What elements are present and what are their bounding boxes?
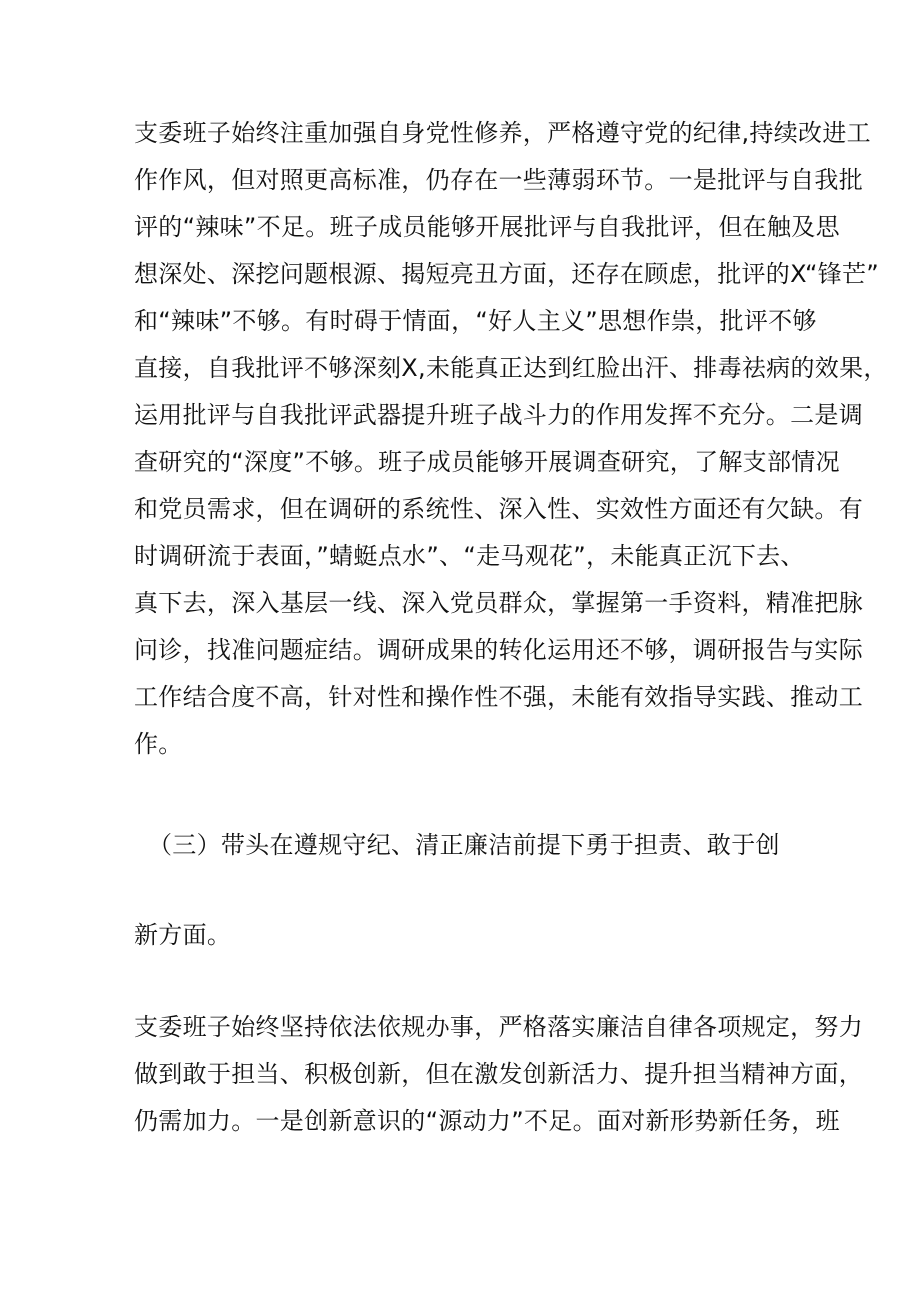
paragraph-line: 真下去，深入基层一线、深入党员群众，掌握第一手资料，精准把脉 (134, 589, 863, 617)
section-heading-line: 新方面。 (134, 921, 232, 949)
paragraph-line: 评的“辣味”不足。班子成员能够开展批评与自我批评，但在触及思 (134, 213, 840, 241)
paragraph-line: 和党员需求，但在调研的系统性、深入性、实效性方面还有欠缺。有 (134, 495, 863, 523)
paragraph-line: 作。 (134, 730, 183, 758)
paragraph-line: 作作风，但对照更高标准，仍存在一些薄弱环节。一是批评与自我批 (134, 166, 863, 194)
paragraph-line: 运用批评与自我批评武器提升班子战斗力的作用发挥不充分。二是调 (134, 401, 863, 429)
paragraph-line: 仍需加力。一是创新意识的“源动力”不足。面对新形势新任务，班 (134, 1107, 840, 1135)
paragraph-line: 支委班子始终坚持依法依规办事，严格落实廉洁自律各项规定，努力 (134, 1013, 863, 1041)
paragraph-line: 和“辣味”不够。有时碍于情面，“好人主义”思想作祟，批评不够 (134, 307, 817, 335)
paragraph-line: 想深处、深挖问题根源、揭短亮丑方面，还存在顾虑，批评的X“锋芒” (134, 260, 880, 288)
paragraph-line: 时调研流于表面，”蜻蜓点水”、“走马观花”，未能真正沉下去、 (134, 542, 805, 570)
paragraph-line: 支委班子始终注重加强自身党性修养，严格遵守党的纪律,持续改进工 (134, 119, 871, 147)
paragraph-line: 查研究的“深度”不够。班子成员能够开展调查研究，了解支部情况 (134, 448, 840, 476)
paragraph-line: 问诊，找准问题症结。调研成果的转化运用还不够，调研报告与实际 (134, 636, 863, 664)
section-heading-line: （三）带头在遵规守纪、清正廉洁前提下勇于担责、敢于创 (148, 831, 780, 859)
paragraph-line: 直接，自我批评不够深刻X,未能真正达到红脸出汗、排毒祛病的效果， (134, 354, 888, 382)
paragraph-line: 做到敢于担当、积极创新，但在激发创新活力、提升担当精神方面， (134, 1060, 863, 1088)
paragraph-line: 工作结合度不高，针对性和操作性不强，未能有效指导实践、推动工 (134, 683, 863, 711)
